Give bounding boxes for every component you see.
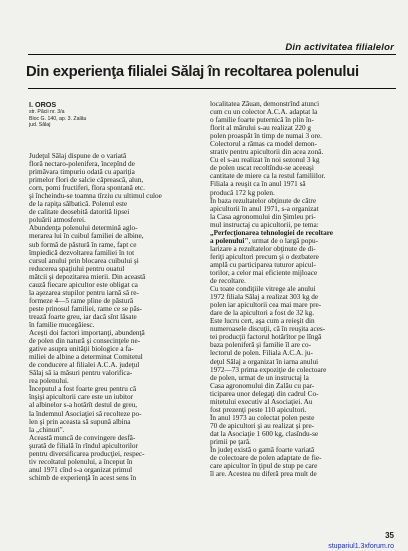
- text-line: Abundenţa polenului determină aglo-: [29, 224, 138, 233]
- text-line: mitetului executiv al Asociaţiei. Au: [210, 397, 313, 406]
- text-line: polen proaspăt în timp de numai 3 ore.: [210, 132, 322, 141]
- text-line: pentru diversificarea producţiei, respec-: [29, 449, 145, 458]
- text-line: la îndemnul Asociaţiei să recolteze po-: [29, 409, 142, 418]
- left-column: [29, 152, 200, 482]
- text-line: amplă cu participarea tuturor apicul-: [210, 260, 316, 269]
- text-line: feriţi apicultori precum şi o dezbatere: [210, 252, 319, 261]
- text-line: larizare a rezultatelor obţinute de di-: [210, 244, 316, 253]
- text-line: apicultorii în anul 1971, s-a organizat: [210, 204, 319, 213]
- text-line: de la rapiţa sălbatică. Polenul este: [29, 200, 128, 209]
- text-line: merarea lui în cuibul familiei de albine,: [29, 232, 144, 241]
- text-line: producă 172 kg polen.: [210, 188, 275, 197]
- text-line: Filiala a reuşit ca în anul 1971 să: [210, 180, 306, 189]
- text-line: la aşezarea stupilor pentru iarnă să re-: [29, 288, 139, 297]
- text-line: Bloc G. 140, ap. 3. Zalău: [29, 115, 87, 122]
- text-line: şi încheindu-se toamna tîrziu cu ultimul culoe: [29, 192, 162, 201]
- text-line: cum cu un colector A.C.A. adaptat la: [210, 108, 318, 117]
- text-line: ticiparea unor delegaţi din cadrul Co-: [210, 389, 319, 398]
- text-line: cursul anului prin blocarea cuibului şi: [29, 256, 139, 265]
- text-line: al albinelor s-a hotărît destul de greu,: [29, 401, 138, 410]
- text-line: Sălaj să ia măsuri pentru valorifica-: [29, 369, 133, 378]
- text-line: trează foarte greu, iar dacă sînt lăsate: [29, 312, 137, 321]
- text-line: de recoltare.: [210, 277, 246, 286]
- text-line: Casa agronomului din Zalău cu par-: [210, 381, 315, 390]
- text-line: poluării atmosferei.: [29, 216, 86, 225]
- text-line: îl are. Acestea nu diferă prea mult de: [210, 470, 317, 479]
- text-line: anul 1971 cînd s-a organizat primul: [29, 465, 133, 474]
- text-line: tiv recoltatul polenului, a început în: [29, 457, 133, 466]
- text-line: Cu toate condiţiile vitrege ale anului: [210, 285, 316, 294]
- text-line: primăvara timpuriu odată cu apariţia: [29, 168, 135, 177]
- text-line: primii pe ţară.: [210, 437, 251, 446]
- text-line: mul instructaj cu apicultorii, pe tema:: [210, 220, 319, 229]
- text-line: Colectorul a rămas ca model demon-: [210, 140, 317, 149]
- text-line: strativ pentru apicultorii din acea zonă.: [210, 148, 324, 157]
- text-line: împiedică dezvoltarea familiei în tot: [29, 248, 135, 257]
- text-line: Începutul a fost foarte greu pentru că: [29, 385, 137, 394]
- text-line: cantitate de miere ca la restul familiilor.: [210, 172, 326, 181]
- text-line: În baza rezultatelor obţinute de către: [210, 196, 317, 205]
- text-line: 70 de apicultori şi au realizat şi pre-: [210, 421, 315, 430]
- text-line: Cu el s-au realizat în noi sezonul 3 kg: [210, 156, 320, 165]
- text-line: a polenului", urmat de o largă popu-: [210, 236, 319, 245]
- text-line: schimb de experienţă în acest sens în: [29, 473, 137, 482]
- text-line: gative asupra unităţii biologice a fa-: [29, 345, 134, 354]
- text-line: polen iar apicultorii cea mai mare pre-: [210, 301, 322, 310]
- title-rule: [28, 88, 396, 89]
- text-line: de calitate deosebită datorită lipsei: [29, 208, 130, 217]
- text-line: în familie mucegăiesc.: [29, 320, 95, 329]
- text-line: 1972—73 prima expoziţie de colectoare: [210, 365, 327, 374]
- text-line: corn, pomi fructiferi, flora spontană etc.: [29, 184, 145, 193]
- text-line: primelor flori de salcie căprească, alun,: [29, 176, 144, 185]
- author-block: [29, 100, 179, 129]
- text-line: baza poleniferă şi familie îl are co-: [210, 341, 312, 350]
- text-line: Judeţul Sălaj dispune de o variată: [29, 152, 127, 160]
- author-address: [29, 109, 179, 129]
- text-line: deţul Sălaj a organizat în iarna anului: [210, 357, 319, 366]
- text-line: fost prezenţi peste 110 apicultori.: [210, 405, 307, 414]
- text-line: numeroasele discuţii, că în reuşita aces-: [210, 325, 326, 334]
- text-line: jud. Sălaj: [29, 122, 51, 129]
- text-line: lectorul de polen. Filiala A.C.A. ju-: [210, 349, 313, 358]
- text-line: sub formă de păstură în rame, fapt ce: [29, 240, 137, 249]
- text-line: dare de la apicultori a fost de 32 kg.: [210, 309, 315, 318]
- text-line: de colectoare de polen adaptate de fie-: [210, 454, 322, 463]
- watermark: stupariul1.3xforum.ro: [328, 543, 394, 550]
- text-line: de polen, urmat de un instructaj la: [210, 373, 309, 382]
- section-heading: Din activitatea filialelor: [285, 42, 394, 53]
- author-name: I. OROS: [29, 100, 57, 109]
- text-line: „Perfecţionarea tehnologiei de recoltare: [210, 228, 334, 237]
- text-line: Acești doi factori importanţi, abundenţă: [29, 329, 145, 338]
- text-line: de polen din natură şi consecinţele ne-: [29, 337, 141, 346]
- header-rule: [28, 54, 396, 55]
- text-line: la Casa agronomului din Şimleu pri-: [210, 212, 316, 221]
- article-title: Din experienţa filialei Sălaj în recoltarea polenului: [26, 64, 359, 80]
- right-column: [210, 100, 390, 478]
- page-number: 35: [385, 531, 394, 540]
- text-line: tei producţii factorul hotărîtor pe lîngă: [210, 333, 322, 342]
- text-line: peste prinosul familiei, rame ce se păs-: [29, 304, 142, 313]
- text-line: o familie foarte puternică în plin în-: [210, 116, 314, 125]
- text-line: Această muncă de convingere desfă-: [29, 433, 136, 442]
- text-line: reducerea spaţiului pentru ouatul: [29, 264, 125, 273]
- text-line: mătcii şi depozitarea mierii. Din această: [29, 272, 146, 281]
- text-line: la „chinuri".: [29, 425, 65, 434]
- text-line: cauză fiecare apicultor este obligat ca: [29, 280, 138, 289]
- text-line: şurată de filială în rîndul apicultorilor: [29, 441, 138, 450]
- text-line: str. Păcii nr. 3/a: [29, 109, 65, 115]
- text-line: len şi prin aceasta să supună albina: [29, 417, 131, 426]
- text-line: înşişi apicultorii care este un iubitor: [29, 393, 134, 402]
- text-line: de polen uscat recoltîndu-se aceeaşi: [210, 164, 314, 173]
- text-line: de conducere al filialei A.C.A. judeţul: [29, 361, 140, 370]
- text-line: rea polenului.: [29, 377, 69, 386]
- text-line: 1972 filiala Sălaj a realizat 303 kg de: [210, 293, 319, 302]
- text-line: formeze 4—5 rame pline de păstură: [29, 296, 134, 305]
- text-line: dat la Asociaţie 1 600 kg, clasîndu-se: [210, 429, 319, 438]
- text-line: torilor, a celor mai eficiente mijloace: [210, 268, 318, 277]
- text-line: În judeţ există o gamă foarte variată: [210, 446, 315, 455]
- text-line: florit al mărului s-au realizat 220 g: [210, 124, 312, 133]
- text-line: Este lucru cert, aşa cum a reieşit din: [210, 317, 315, 326]
- text-line: care apicultor în ţipul de stup pe care: [210, 462, 318, 471]
- text-line: localitatea Zăuan, demonstrînd atunci: [210, 100, 320, 108]
- text-line: floră nectaro-polenifera, începînd de: [29, 160, 135, 169]
- text-line: miliei de albine a determinat Comitetul: [29, 353, 143, 362]
- text-line: În anul 1973 au colectat polen peste: [210, 413, 315, 422]
